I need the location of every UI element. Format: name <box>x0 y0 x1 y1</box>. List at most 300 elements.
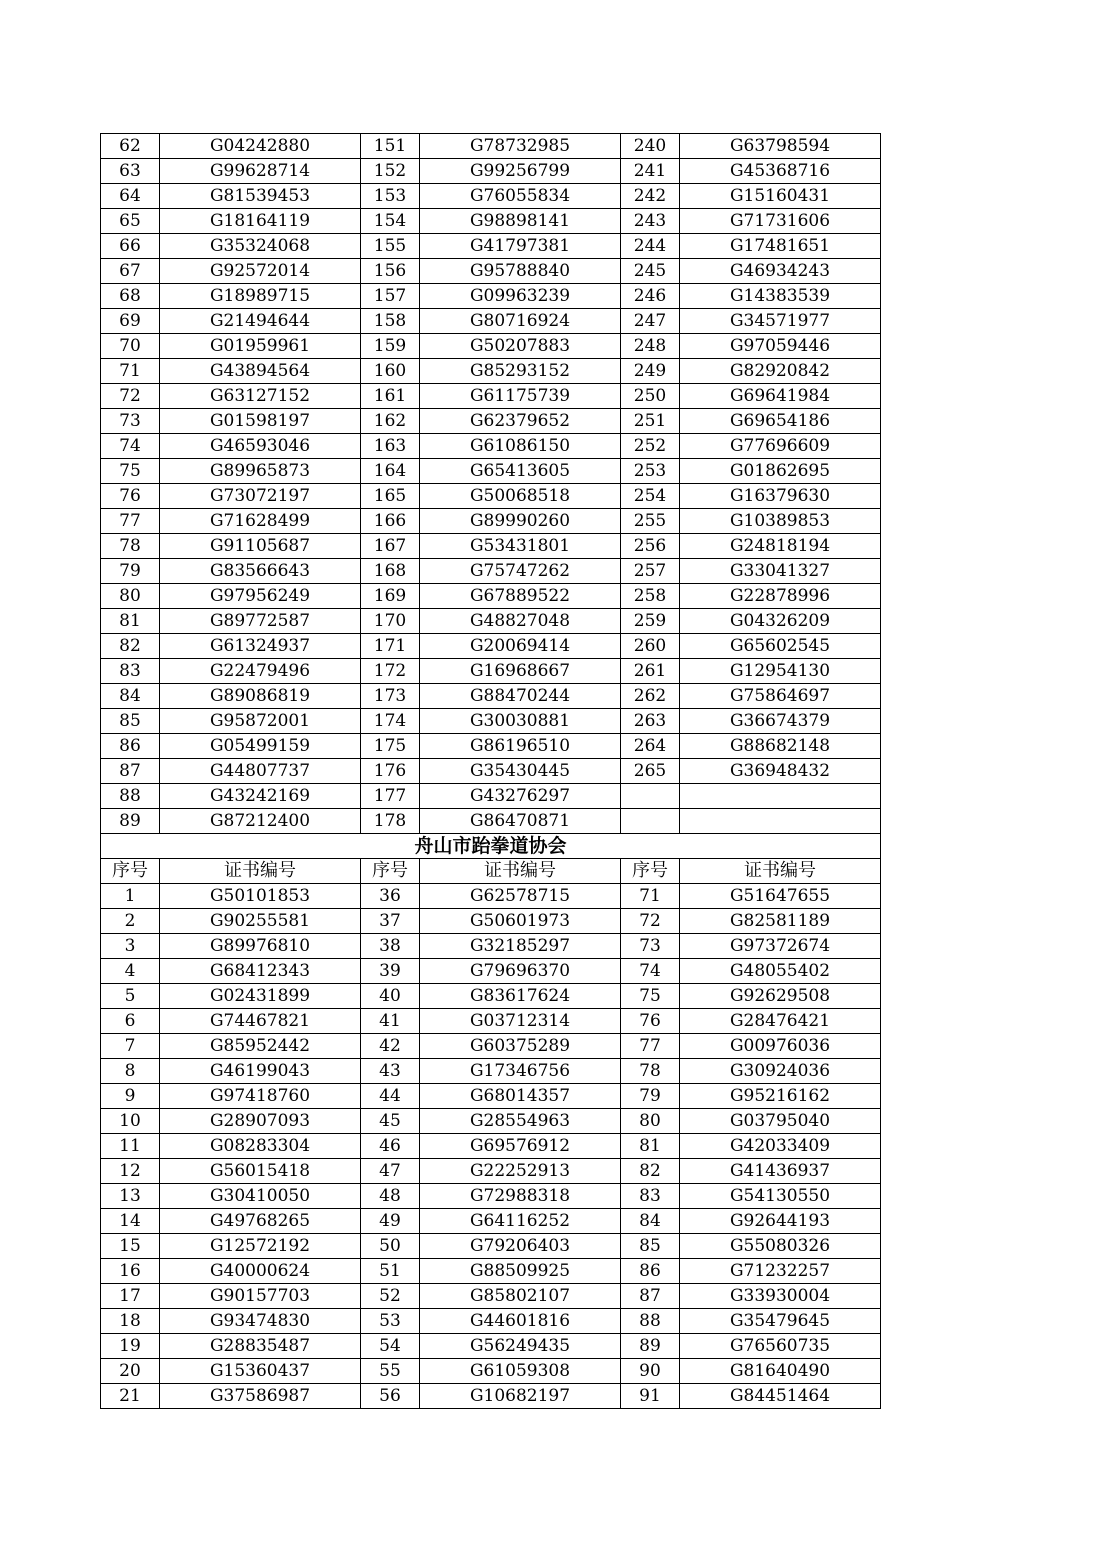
cert-number-cell: G50207883 <box>420 334 621 359</box>
seq-cell: 17 <box>101 1284 160 1309</box>
table-row <box>101 1209 881 1234</box>
seq-cell: 20 <box>101 1359 160 1384</box>
cert-number-cell: G82920842 <box>680 359 881 384</box>
seq-cell: 158 <box>361 309 420 334</box>
cert-number-cell: G93474830 <box>160 1309 361 1334</box>
seq-cell: 18 <box>101 1309 160 1334</box>
cert-number-cell: G48055402 <box>680 959 881 984</box>
table-row <box>101 334 881 359</box>
table-row <box>101 1059 881 1084</box>
seq-cell: 13 <box>101 1184 160 1209</box>
table-row <box>101 1159 881 1184</box>
cert-number-cell: G44807737 <box>160 759 361 784</box>
cert-number-cell: G51647655 <box>680 884 881 909</box>
seq-cell: 40 <box>361 984 420 1009</box>
cert-number-cell: G79206403 <box>420 1234 621 1259</box>
cert-number-cell: G63798594 <box>680 134 881 159</box>
cert-number-cell: G91105687 <box>160 534 361 559</box>
cert-number-cell: G63127152 <box>160 384 361 409</box>
cert-number-cell: G44601816 <box>420 1309 621 1334</box>
table-row <box>101 559 881 584</box>
cert-number-cell: G72988318 <box>420 1184 621 1209</box>
seq-cell: 74 <box>101 434 160 459</box>
seq-cell: 152 <box>361 159 420 184</box>
seq-cell: 169 <box>361 584 420 609</box>
seq-cell: 64 <box>101 184 160 209</box>
cert-number-cell: G62578715 <box>420 884 621 909</box>
table-row <box>101 709 881 734</box>
cert-number-cell: G35324068 <box>160 234 361 259</box>
cert-number-cell: G81640490 <box>680 1359 881 1384</box>
cert-number-cell: G75864697 <box>680 684 881 709</box>
cert-number-cell: G90255581 <box>160 909 361 934</box>
seq-cell: 178 <box>361 809 420 834</box>
cert-number-cell: G50101853 <box>160 884 361 909</box>
seq-cell: 56 <box>361 1384 420 1409</box>
seq-cell: 74 <box>621 959 680 984</box>
table-row <box>101 134 881 159</box>
table-row <box>101 184 881 209</box>
table-row <box>101 1309 881 1334</box>
seq-cell: 250 <box>621 384 680 409</box>
cert-number-cell: G97059446 <box>680 334 881 359</box>
header-cert-number: 证书编号 <box>680 859 881 884</box>
cert-number-cell: G56015418 <box>160 1159 361 1184</box>
cert-number-cell: G22479496 <box>160 659 361 684</box>
cert-number-cell: G42033409 <box>680 1134 881 1159</box>
seq-cell: 171 <box>361 634 420 659</box>
seq-cell: 160 <box>361 359 420 384</box>
seq-cell: 88 <box>101 784 160 809</box>
cert-number-cell: G97372674 <box>680 934 881 959</box>
seq-cell: 36 <box>361 884 420 909</box>
table-row <box>101 684 881 709</box>
seq-cell <box>621 809 680 834</box>
section-title-row <box>101 834 881 859</box>
cert-number-cell: G92572014 <box>160 259 361 284</box>
table-row <box>101 734 881 759</box>
table-row <box>101 909 881 934</box>
cert-number-cell: G28835487 <box>160 1334 361 1359</box>
certificate-table <box>100 133 881 1409</box>
header-row <box>101 859 881 884</box>
cert-number-cell: G49768265 <box>160 1209 361 1234</box>
seq-cell: 52 <box>361 1284 420 1309</box>
seq-cell: 16 <box>101 1259 160 1284</box>
cert-number-cell: G04326209 <box>680 609 881 634</box>
cert-number-cell: G69641984 <box>680 384 881 409</box>
seq-cell: 66 <box>101 234 160 259</box>
cert-number-cell: G98898141 <box>420 209 621 234</box>
seq-cell: 65 <box>101 209 160 234</box>
cert-number-cell: G87212400 <box>160 809 361 834</box>
seq-cell: 39 <box>361 959 420 984</box>
table-row <box>101 509 881 534</box>
table-row <box>101 309 881 334</box>
table-row <box>101 1009 881 1034</box>
cert-number-cell: G79696370 <box>420 959 621 984</box>
cert-number-cell: G83617624 <box>420 984 621 1009</box>
table-row <box>101 759 881 784</box>
seq-cell: 249 <box>621 359 680 384</box>
seq-cell: 170 <box>361 609 420 634</box>
cert-number-cell: G85293152 <box>420 359 621 384</box>
seq-cell: 41 <box>361 1009 420 1034</box>
cert-number-cell: G04242880 <box>160 134 361 159</box>
seq-cell: 265 <box>621 759 680 784</box>
cert-number-cell: G95872001 <box>160 709 361 734</box>
cert-number-cell: G09963239 <box>420 284 621 309</box>
seq-cell: 82 <box>101 634 160 659</box>
cert-number-cell: G90157703 <box>160 1284 361 1309</box>
seq-cell: 246 <box>621 284 680 309</box>
table-row <box>101 259 881 284</box>
cert-number-cell: G41797381 <box>420 234 621 259</box>
seq-cell: 174 <box>361 709 420 734</box>
cert-number-cell: G17346756 <box>420 1059 621 1084</box>
seq-cell: 19 <box>101 1334 160 1359</box>
seq-cell: 15 <box>101 1234 160 1259</box>
cert-number-cell: G53431801 <box>420 534 621 559</box>
cert-number-cell: G69654186 <box>680 409 881 434</box>
cert-number-cell: G43242169 <box>160 784 361 809</box>
seq-cell: 240 <box>621 134 680 159</box>
cert-number-cell: G00976036 <box>680 1034 881 1059</box>
seq-cell: 88 <box>621 1309 680 1334</box>
table-row <box>101 359 881 384</box>
cert-number-cell: G36674379 <box>680 709 881 734</box>
seq-cell: 258 <box>621 584 680 609</box>
cert-number-cell: G82581189 <box>680 909 881 934</box>
table-row <box>101 984 881 1009</box>
seq-cell: 161 <box>361 384 420 409</box>
seq-cell: 85 <box>101 709 160 734</box>
seq-cell: 54 <box>361 1334 420 1359</box>
cert-number-cell: G73072197 <box>160 484 361 509</box>
cert-number-cell: G33930004 <box>680 1284 881 1309</box>
cert-number-cell: G05499159 <box>160 734 361 759</box>
seq-cell: 151 <box>361 134 420 159</box>
seq-cell: 72 <box>621 909 680 934</box>
seq-cell: 175 <box>361 734 420 759</box>
seq-cell: 84 <box>621 1209 680 1234</box>
cert-number-cell: G01959961 <box>160 334 361 359</box>
seq-cell: 75 <box>621 984 680 1009</box>
cert-number-cell: G35479645 <box>680 1309 881 1334</box>
seq-cell: 71 <box>101 359 160 384</box>
seq-cell: 9 <box>101 1084 160 1109</box>
seq-cell: 252 <box>621 434 680 459</box>
cert-number-cell: G86470871 <box>420 809 621 834</box>
seq-cell: 72 <box>101 384 160 409</box>
cert-number-cell: G16379630 <box>680 484 881 509</box>
seq-cell: 255 <box>621 509 680 534</box>
seq-cell: 55 <box>361 1359 420 1384</box>
cert-number-cell: G65602545 <box>680 634 881 659</box>
cert-number-cell: G85952442 <box>160 1034 361 1059</box>
seq-cell: 81 <box>101 609 160 634</box>
seq-cell: 14 <box>101 1209 160 1234</box>
table-row <box>101 1284 881 1309</box>
cert-number-cell: G75747262 <box>420 559 621 584</box>
seq-cell: 71 <box>621 884 680 909</box>
cert-number-cell: G61324937 <box>160 634 361 659</box>
seq-cell <box>621 784 680 809</box>
seq-cell: 260 <box>621 634 680 659</box>
seq-cell: 154 <box>361 209 420 234</box>
table-row <box>101 534 881 559</box>
seq-cell: 91 <box>621 1384 680 1409</box>
table-row <box>101 209 881 234</box>
table-row <box>101 484 881 509</box>
table-row <box>101 1034 881 1059</box>
cert-number-cell: G55080326 <box>680 1234 881 1259</box>
seq-cell: 80 <box>621 1109 680 1134</box>
cert-number-cell: G99256799 <box>420 159 621 184</box>
cert-number-cell: G89990260 <box>420 509 621 534</box>
cert-number-cell: G35430445 <box>420 759 621 784</box>
seq-cell: 153 <box>361 184 420 209</box>
table-row <box>101 434 881 459</box>
seq-cell: 8 <box>101 1059 160 1084</box>
cert-number-cell: G95216162 <box>680 1084 881 1109</box>
seq-cell: 70 <box>101 334 160 359</box>
table-row <box>101 584 881 609</box>
cert-number-cell: G34571977 <box>680 309 881 334</box>
seq-cell: 43 <box>361 1059 420 1084</box>
cert-number-cell: G89976810 <box>160 934 361 959</box>
seq-cell: 42 <box>361 1034 420 1059</box>
cert-number-cell: G81539453 <box>160 184 361 209</box>
cert-number-cell: G78732985 <box>420 134 621 159</box>
seq-cell: 81 <box>621 1134 680 1159</box>
seq-cell: 248 <box>621 334 680 359</box>
cert-number-cell: G89086819 <box>160 684 361 709</box>
cert-number-cell: G61175739 <box>420 384 621 409</box>
seq-cell: 84 <box>101 684 160 709</box>
table-row <box>101 1359 881 1384</box>
seq-cell: 87 <box>621 1284 680 1309</box>
cert-number-cell: G99628714 <box>160 159 361 184</box>
seq-cell: 165 <box>361 484 420 509</box>
cert-number-cell: G71628499 <box>160 509 361 534</box>
cert-number-cell: G61059308 <box>420 1359 621 1384</box>
seq-cell: 73 <box>621 934 680 959</box>
seq-cell: 79 <box>101 559 160 584</box>
cert-number-cell: G03712314 <box>420 1009 621 1034</box>
cert-number-cell: G46199043 <box>160 1059 361 1084</box>
cert-number-cell: G30924036 <box>680 1059 881 1084</box>
seq-cell: 177 <box>361 784 420 809</box>
cert-number-cell: G48827048 <box>420 609 621 634</box>
seq-cell: 7 <box>101 1034 160 1059</box>
seq-cell: 80 <box>101 584 160 609</box>
seq-cell: 247 <box>621 309 680 334</box>
cert-number-cell: G16968667 <box>420 659 621 684</box>
seq-cell: 89 <box>621 1334 680 1359</box>
table-row <box>101 409 881 434</box>
table-row <box>101 959 881 984</box>
seq-cell: 257 <box>621 559 680 584</box>
seq-cell: 78 <box>101 534 160 559</box>
cert-number-cell: G33041327 <box>680 559 881 584</box>
seq-cell: 86 <box>621 1259 680 1284</box>
seq-cell: 256 <box>621 534 680 559</box>
seq-cell: 75 <box>101 459 160 484</box>
cert-number-cell: G71731606 <box>680 209 881 234</box>
cert-number-cell: G50068518 <box>420 484 621 509</box>
seq-cell: 76 <box>621 1009 680 1034</box>
table-row <box>101 1084 881 1109</box>
seq-cell: 62 <box>101 134 160 159</box>
seq-cell: 6 <box>101 1009 160 1034</box>
cert-number-cell <box>680 809 881 834</box>
cert-number-cell: G45368716 <box>680 159 881 184</box>
seq-cell: 38 <box>361 934 420 959</box>
cert-number-cell: G15160431 <box>680 184 881 209</box>
cert-number-cell: G50601973 <box>420 909 621 934</box>
cert-number-cell: G46593046 <box>160 434 361 459</box>
seq-cell: 46 <box>361 1134 420 1159</box>
table-row <box>101 934 881 959</box>
cert-number-cell: G30410050 <box>160 1184 361 1209</box>
cert-number-cell: G22252913 <box>420 1159 621 1184</box>
cert-number-cell: G92644193 <box>680 1209 881 1234</box>
cert-number-cell: G20069414 <box>420 634 621 659</box>
seq-cell: 51 <box>361 1259 420 1284</box>
seq-cell: 63 <box>101 159 160 184</box>
cert-number-cell: G01862695 <box>680 459 881 484</box>
cert-number-cell: G01598197 <box>160 409 361 434</box>
seq-cell: 11 <box>101 1134 160 1159</box>
cert-number-cell: G76055834 <box>420 184 621 209</box>
cert-number-cell: G12954130 <box>680 659 881 684</box>
seq-cell: 251 <box>621 409 680 434</box>
seq-cell: 44 <box>361 1084 420 1109</box>
seq-cell: 45 <box>361 1109 420 1134</box>
cert-number-cell: G18164119 <box>160 209 361 234</box>
cert-number-cell: G71232257 <box>680 1259 881 1284</box>
cert-number-cell: G32185297 <box>420 934 621 959</box>
seq-cell: 156 <box>361 259 420 284</box>
cert-number-cell: G17481651 <box>680 234 881 259</box>
cert-number-cell: G74467821 <box>160 1009 361 1034</box>
cert-number-cell: G88682148 <box>680 734 881 759</box>
seq-cell: 48 <box>361 1184 420 1209</box>
section-2-body <box>101 884 881 1409</box>
seq-cell: 4 <box>101 959 160 984</box>
cert-number-cell: G24818194 <box>680 534 881 559</box>
seq-cell: 157 <box>361 284 420 309</box>
cert-number-cell: G02431899 <box>160 984 361 1009</box>
table-row <box>101 1334 881 1359</box>
header-seq: 序号 <box>101 859 160 884</box>
cert-number-cell: G21494644 <box>160 309 361 334</box>
cert-number-cell: G15360437 <box>160 1359 361 1384</box>
cert-number-cell: G97418760 <box>160 1084 361 1109</box>
cert-number-cell: G77696609 <box>680 434 881 459</box>
table-row <box>101 659 881 684</box>
cert-number-cell: G54130550 <box>680 1184 881 1209</box>
seq-cell: 155 <box>361 234 420 259</box>
cert-number-cell: G95788840 <box>420 259 621 284</box>
cert-number-cell: G28907093 <box>160 1109 361 1134</box>
cert-number-cell: G46934243 <box>680 259 881 284</box>
section-1-body <box>101 134 881 834</box>
table-row <box>101 1184 881 1209</box>
seq-cell: 79 <box>621 1084 680 1109</box>
seq-cell: 259 <box>621 609 680 634</box>
cert-number-cell: G61086150 <box>420 434 621 459</box>
seq-cell: 5 <box>101 984 160 1009</box>
seq-cell: 176 <box>361 759 420 784</box>
cert-number-cell: G03795040 <box>680 1109 881 1134</box>
seq-cell: 167 <box>361 534 420 559</box>
seq-cell: 3 <box>101 934 160 959</box>
seq-cell: 85 <box>621 1234 680 1259</box>
cert-number-cell: G14383539 <box>680 284 881 309</box>
seq-cell: 90 <box>621 1359 680 1384</box>
cert-number-cell: G36948432 <box>680 759 881 784</box>
cert-number-cell: G68412343 <box>160 959 361 984</box>
section-title: 舟山市跆拳道协会 <box>101 834 881 859</box>
seq-cell: 254 <box>621 484 680 509</box>
seq-cell: 253 <box>621 459 680 484</box>
cert-number-cell: G89965873 <box>160 459 361 484</box>
table-row <box>101 1384 881 1409</box>
table-row <box>101 809 881 834</box>
header-cert-number: 证书编号 <box>420 859 621 884</box>
seq-cell: 242 <box>621 184 680 209</box>
cert-number-cell: G18989715 <box>160 284 361 309</box>
cert-number-cell: G43276297 <box>420 784 621 809</box>
seq-cell: 261 <box>621 659 680 684</box>
cert-number-cell: G30030881 <box>420 709 621 734</box>
seq-cell: 78 <box>621 1059 680 1084</box>
seq-cell: 50 <box>361 1234 420 1259</box>
seq-cell: 264 <box>621 734 680 759</box>
cert-number-cell: G92629508 <box>680 984 881 1009</box>
cert-number-cell: G89772587 <box>160 609 361 634</box>
table-row <box>101 159 881 184</box>
table-row <box>101 1109 881 1134</box>
table-row <box>101 1259 881 1284</box>
cert-number-cell: G69576912 <box>420 1134 621 1159</box>
seq-cell: 162 <box>361 409 420 434</box>
seq-cell: 241 <box>621 159 680 184</box>
seq-cell: 168 <box>361 559 420 584</box>
header-cert-number: 证书编号 <box>160 859 361 884</box>
cert-number-cell: G97956249 <box>160 584 361 609</box>
seq-cell: 89 <box>101 809 160 834</box>
cert-number-cell: G28554963 <box>420 1109 621 1134</box>
cert-number-cell: G12572192 <box>160 1234 361 1259</box>
seq-cell: 53 <box>361 1309 420 1334</box>
seq-cell: 77 <box>101 509 160 534</box>
cert-number-cell: G10389853 <box>680 509 881 534</box>
seq-cell: 262 <box>621 684 680 709</box>
cert-number-cell: G40000624 <box>160 1259 361 1284</box>
cert-number-cell: G76560735 <box>680 1334 881 1359</box>
seq-cell: 243 <box>621 209 680 234</box>
cert-number-cell: G22878996 <box>680 584 881 609</box>
table-row <box>101 384 881 409</box>
cert-number-cell: G10682197 <box>420 1384 621 1409</box>
seq-cell: 244 <box>621 234 680 259</box>
seq-cell: 166 <box>361 509 420 534</box>
cert-number-cell: G28476421 <box>680 1009 881 1034</box>
cert-number-cell: G88470244 <box>420 684 621 709</box>
